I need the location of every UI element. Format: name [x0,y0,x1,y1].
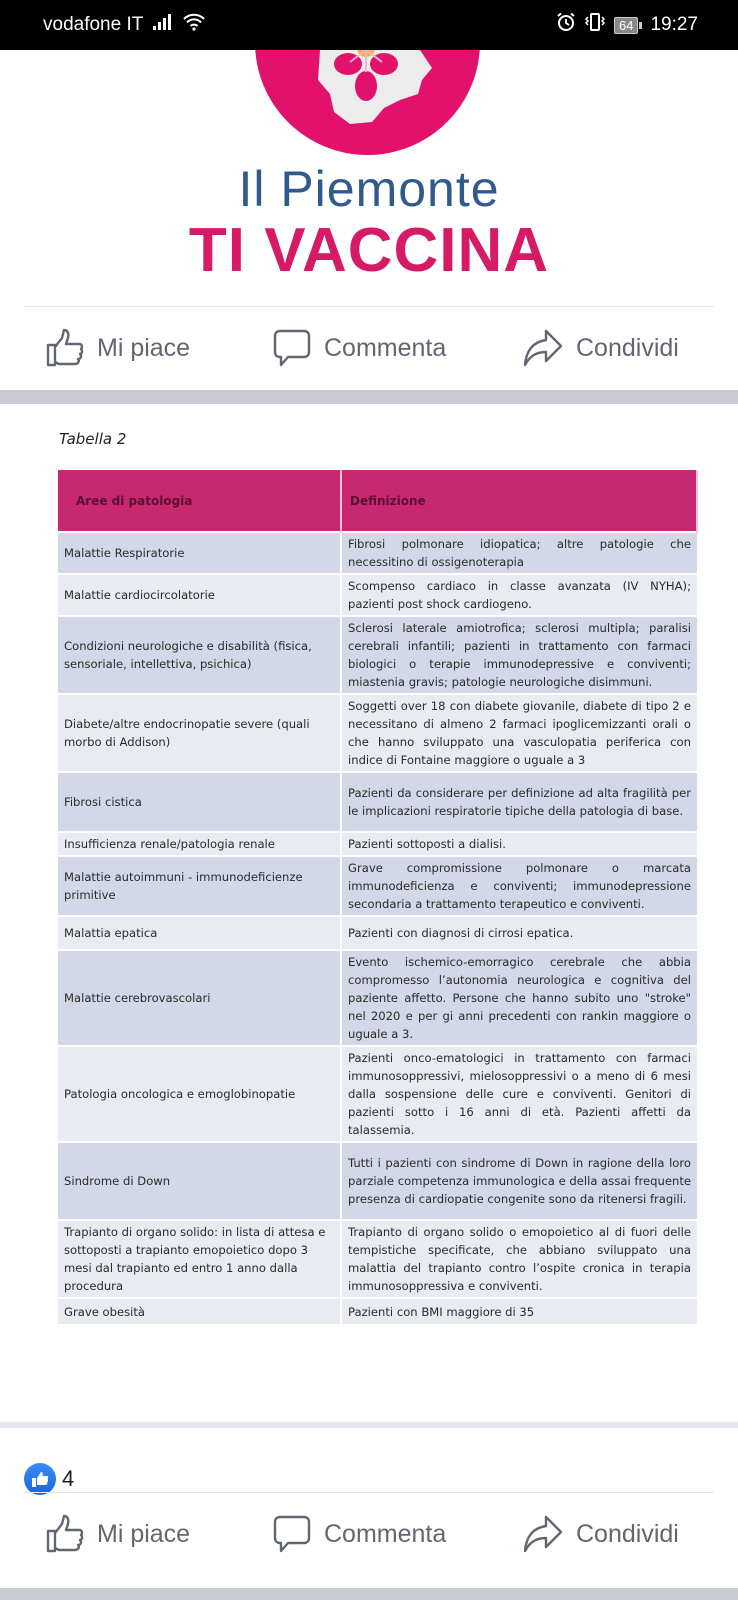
table-row [58,1220,697,1298]
divider [24,306,714,307]
post-separator [0,390,738,404]
signal-bars-icon [153,14,173,36]
cell-definition: Sclerosi laterale amiotrofica; sclerosi multipla; paralisi cerebrali infantili; pazienti in trattamento con farmaci biologici o terapie immunodepressive e conviventi; miastenia gravis; patologie neurologiche disimmuni. [341,616,697,694]
cell-definition: Pazienti con diagnosi di cirrosi epatica. [341,916,697,950]
reactions-summary[interactable] [24,1463,74,1495]
table-row [58,856,697,916]
wifi-icon [183,13,205,37]
divider [24,1492,714,1493]
like-button[interactable] [45,1514,190,1554]
cell-definition: Soggetti over 18 con diabete giovanile, diabete di tipo 2 e necessitano di almeno 2 farmaci ipoglicemizzanti orali o che hanno sviluppato una vasculopatia periferica con indice di Fontaine maggiore o uguale a 3 [341,694,697,772]
cell-area: Patologia oncologica e emoglobinopatie [58,1046,341,1142]
battery-level: 64 [614,17,638,34]
cell-area: Sindrome di Down [58,1142,341,1220]
cell-area: Malattie cardiocircolatorie [58,574,341,616]
comment-button[interactable] [272,328,446,368]
table-row [58,532,697,574]
cell-area: Malattie cerebrovascolari [58,950,341,1046]
cell-definition: Scompenso cardiaco in classe avanzata (IV NYHA); pazienti post shock cardiogeno. [341,574,697,616]
cell-area: Insufficienza renale/patologia renale [58,832,341,856]
cell-definition: Pazienti da considerare per definizione ad alta fragilità per le implicazioni respiratorie tipiche della patologia di base. [341,772,697,832]
comment-label: Commenta [324,333,447,362]
logo-text-line1: Il Piemonte [238,161,500,217]
column-header-definition: Definizione [341,470,697,532]
table-row [58,832,697,856]
clock-time: 19:27 [650,14,698,35]
comment-button[interactable] [272,1514,446,1554]
cell-area: Trapianto di organo solido: in lista di attesa e sottoposti a trapianto emopoietico dopo 3 mesi dal trapianto ed entro 1 anno dalla procedura [58,1220,341,1298]
battery-icon [614,17,642,34]
cell-area: Fibrosi cistica [58,772,341,832]
like-label: Mi piace [97,333,191,362]
vibrate-icon [584,12,606,38]
table-row [58,1298,697,1324]
comment-bubble-icon [272,1514,312,1554]
post-action-bar [0,1494,738,1574]
share-button[interactable] [522,1514,679,1554]
status-bar [0,0,738,50]
like-button[interactable] [45,328,190,368]
piemonte-map-flower-icon [300,50,450,145]
table-row [58,772,697,832]
cell-definition: Pazienti onco-ematologici in trattamento con farmaci immunosoppressivi, mielosoppressivi o a meno di 6 mesi dalla sospensione delle cure e conviventi. Genitori di pazienti sotto i 16 anni di età. Pazienti affetti da talassemia. [341,1046,697,1142]
table-row [58,616,697,694]
table-caption: Tabella 2 [59,430,127,448]
column-header-area: Aree di patologia [58,470,341,532]
comment-bubble-icon [272,328,312,368]
cell-area: Malattie autoimmuni - immunodeficienze primitive [58,856,341,916]
alarm-clock-icon [556,12,576,38]
share-label: Condividi [576,333,679,362]
post-separator [0,1422,738,1428]
table-header-row [58,470,697,532]
share-arrow-icon [522,1514,564,1554]
like-reaction-icon [24,1463,56,1495]
comment-label: Commenta [324,1519,447,1548]
share-button[interactable] [522,328,679,368]
cell-definition: Fibrosi polmonare idiopatica; altre patologie che necessitino di ossigenoterapia [341,532,697,574]
like-label: Mi piace [97,1519,191,1548]
share-arrow-icon [522,328,564,368]
thumbs-up-icon [45,1514,85,1554]
cell-definition: Pazienti con BMI maggiore di 35 [341,1298,697,1324]
pathology-table [58,470,698,1324]
post-action-bar [0,308,738,388]
cell-area: Grave obesità [58,1298,341,1324]
cell-definition: Trapianto di organo solido o emopoietico al di fuori delle tempistiche specificate, che abbiano sviluppato una malattia del trapianto contro l’ospite cronica in terapia immunosoppressiva e conviventi. [341,1220,697,1298]
carrier-name: vodafone IT [43,14,144,35]
table-row [58,1142,697,1220]
cell-area: Condizioni neurologiche e disabilità (fisica, sensoriale, intellettiva, psichica) [58,616,341,694]
cell-definition: Evento ischemico-emorragico cerebrale che abbia compromesso l’autonomia neurologica e cognitiva del paziente affetto. Persone che hanno subito uno "stroke" nel 2020 e per gi anni precedenti con rankin maggiore o uguale a 3. [341,950,697,1046]
table-row [58,574,697,616]
reaction-count: 4 [62,1466,75,1491]
cell-area: Malattie Respiratorie [58,532,341,574]
post-separator [0,1588,738,1600]
table-row [58,694,697,772]
cell-definition: Grave compromissione polmonare o marcata immunodeficienza e conviventi; immunodepressione secondaria a trattamento terapeutico e conviventi. [341,856,697,916]
share-label: Condividi [576,1519,679,1548]
table-row [58,1046,697,1142]
table-row [58,916,697,950]
cell-definition: Pazienti sottoposti a dialisi. [341,832,697,856]
cell-area: Malattia epatica [58,916,341,950]
cell-definition: Tutti i pazienti con sindrome di Down in ragione della loro parziale competenza immunologica e della assai frequente presenza di cardiopatie congenite sono da ritenersi fragili. [341,1142,697,1220]
post-image-logo[interactable] [0,50,738,305]
thumbs-up-icon [45,328,85,368]
logo-text-line2: TI VACCINA [188,216,550,285]
cell-area: Diabete/altre endocrinopatie severe (quali morbo di Addison) [58,694,341,772]
table-row [58,950,697,1046]
